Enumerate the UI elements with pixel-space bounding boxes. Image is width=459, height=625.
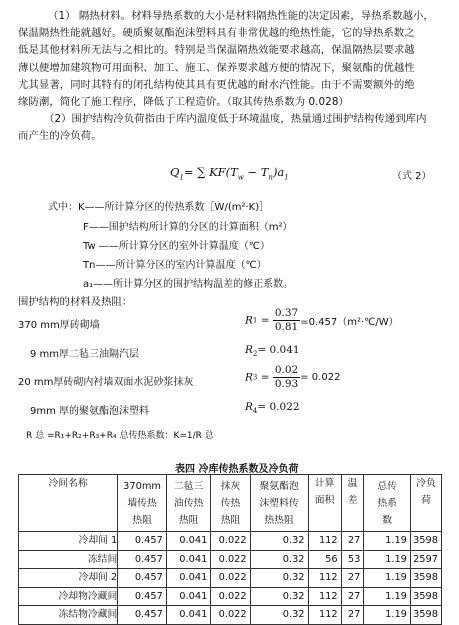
definition-item: Tn——所计算分区的室内计算温度（℃） bbox=[83, 260, 267, 271]
value-cell: 0.022 bbox=[211, 587, 250, 606]
value-cell: 112 bbox=[308, 532, 341, 551]
value-cell: 0.32 bbox=[250, 606, 308, 625]
value-cell: 0.32 bbox=[250, 532, 308, 551]
table-row bbox=[19, 569, 442, 588]
resistance-formula: R1 = $\frac{0.37}{0.81}$ =0.457（m²·℃/W） bbox=[245, 307, 399, 333]
header-cell: 冷负 荷 bbox=[410, 475, 441, 532]
room-name-cell: 冻结物冷藏间 bbox=[19, 606, 118, 625]
value-cell: 0.022 bbox=[211, 550, 250, 569]
value-cell: 112 bbox=[308, 569, 341, 588]
total-resistance-line: R 总 =R₁+R₂+R₃+R₄ 总传热系数：K=1/R 总 bbox=[26, 431, 214, 441]
value-cell: 27 bbox=[341, 587, 364, 606]
resistance-formula: R3 = $\frac{0.02}{0.93}$ = 0.022 bbox=[245, 364, 341, 390]
value-cell: 27 bbox=[341, 569, 364, 588]
para1-line: 缘防潮，简化了施工程序，降低了工程造价。（取其传热系数为 0.028） bbox=[18, 96, 349, 109]
definition-item: Tw ——所计算分区的室外计算温度（℃） bbox=[83, 241, 271, 252]
value-cell: 0.022 bbox=[211, 532, 250, 551]
value-cell: 1.19 bbox=[364, 569, 411, 588]
value-cell: 27 bbox=[341, 532, 364, 551]
table-row bbox=[19, 532, 442, 551]
resistance-label: 370 mm厚砖砌墙 bbox=[18, 320, 100, 331]
value-cell: 0.457 bbox=[118, 606, 167, 625]
para2-line: 而产生的冷负荷。 bbox=[18, 130, 102, 143]
value-cell: 0.041 bbox=[166, 587, 210, 606]
value-cell: 1.19 bbox=[364, 587, 411, 606]
header-cell: 聚氨酯泡 沫塑料传 热热阻 bbox=[250, 475, 308, 532]
materials-heading: 围护结构的材料及热阻： bbox=[18, 296, 133, 308]
header-cell: 计算 面积 bbox=[308, 475, 341, 532]
definition-item: F——围护结构所计算的分区的计算面积（m²） bbox=[83, 222, 293, 233]
value-cell: 0.32 bbox=[250, 587, 308, 606]
value-cell: 0.022 bbox=[211, 569, 250, 588]
room-name-cell: 冷却物冷藏间 bbox=[19, 587, 118, 606]
header-cell: 抹灰 传热 热阻 bbox=[211, 475, 250, 532]
value-cell: 3598 bbox=[410, 587, 441, 606]
table-caption: 表四 冷库传热系数及冷负荷 bbox=[175, 464, 299, 475]
header-cell: 温 差 bbox=[341, 475, 364, 532]
resistance-fraction: $\frac{0.02}{0.93}$ bbox=[274, 364, 299, 390]
para2-line: （2）围护结构冷负荷指由于库内温度低于环境温度，热量通过围护结构传递到库内 bbox=[44, 113, 427, 125]
table-row bbox=[19, 606, 442, 625]
cooling-load-formula: $Q_1=$ ∑ $KF(T_w - T_n)a_1$ bbox=[170, 165, 289, 182]
table-header-row bbox=[19, 475, 442, 532]
resistance-formula: $R_4= 0.022$ bbox=[245, 401, 300, 416]
paragraph-insulation bbox=[18, 8, 446, 111]
value-cell: 2597 bbox=[410, 550, 441, 569]
value-cell: 0.457 bbox=[118, 532, 167, 551]
para1-line: 薄以便增加建筑物可用面积、加工、施工、保养要求越方便的情况下，聚氨酯的优越性 bbox=[18, 61, 415, 74]
table-row bbox=[19, 587, 442, 606]
header-cell: 370mm 墙传热 热阻 bbox=[118, 475, 167, 532]
value-cell: 0.041 bbox=[166, 606, 210, 625]
header-cell: 冷间名称 bbox=[19, 475, 118, 532]
definition-item: a₁——所计算分区的围护结构温差的修正系数。 bbox=[83, 279, 294, 290]
value-cell: 56 bbox=[308, 550, 341, 569]
value-cell: 1.19 bbox=[364, 550, 411, 569]
para1-line: 保温隔热性能就越好。硬质聚氨酯泡沫塑料具有非常优越的绝热性能，它的导热系数之 bbox=[18, 27, 415, 40]
resistance-formula: $R_2= 0.041$ bbox=[245, 344, 300, 359]
value-cell: 112 bbox=[308, 587, 341, 606]
cooling-load-table bbox=[18, 474, 442, 625]
value-cell: 3598 bbox=[410, 606, 441, 625]
value-cell: 3598 bbox=[410, 569, 441, 588]
para1-line: 低是其他材料所无法与之相比的。特别是当保温隔热效能要求越高，保温隔热层要求越 bbox=[18, 44, 415, 57]
value-cell: 53 bbox=[341, 550, 364, 569]
value-cell: 0.022 bbox=[211, 606, 250, 625]
resistance-label: 9 mm厚二毡三油隔汽层 bbox=[30, 349, 140, 360]
value-cell: 0.041 bbox=[166, 550, 210, 569]
header-cell: 二毡三 油传热 热阻 bbox=[166, 475, 210, 532]
value-cell: 0.041 bbox=[166, 532, 210, 551]
room-name-cell: 冷却间 2 bbox=[19, 569, 118, 588]
formula-tag: （式 2） bbox=[392, 171, 432, 182]
value-cell: 0.32 bbox=[250, 550, 308, 569]
value-cell: 1.19 bbox=[364, 606, 411, 625]
resistance-fraction: $\frac{0.37}{0.81}$ bbox=[274, 307, 299, 333]
value-cell: 0.041 bbox=[166, 569, 210, 588]
value-cell: 1.19 bbox=[364, 532, 411, 551]
value-cell: 0.457 bbox=[118, 550, 167, 569]
room-name-cell: 冻结间 bbox=[19, 550, 118, 569]
value-cell: 112 bbox=[308, 606, 341, 625]
paragraph-cooling-load bbox=[18, 111, 446, 145]
value-cell: 0.457 bbox=[118, 569, 167, 588]
para1-line: （1） 隔热材料。材料导热系数的大小是材料隔热性能的决定因素，导热系数越小， bbox=[48, 10, 434, 22]
value-cell: 0.457 bbox=[118, 587, 167, 606]
para1-line: 尤其显著，同时其特有的闭孔结构使其具有更优越的耐水汽性能。由于不需要额外的绝 bbox=[18, 78, 415, 91]
table-row bbox=[19, 550, 442, 569]
header-cell: 总传 热系 数 bbox=[364, 475, 411, 532]
value-cell: 3598 bbox=[410, 532, 441, 551]
room-name-cell: 冷却间 1 bbox=[19, 532, 118, 551]
value-cell: 0.32 bbox=[250, 569, 308, 588]
value-cell: 27 bbox=[341, 606, 364, 625]
definition-intro: 式中：K——所计算分区的传热系数［W/(m²·K)］ bbox=[48, 202, 270, 213]
resistance-label: 20 mm厚砖砌内衬墙双面水泥砂浆抹灰 bbox=[18, 377, 194, 388]
resistance-label: 9mm 厚的聚氨酯泡沫塑料 bbox=[30, 406, 150, 417]
